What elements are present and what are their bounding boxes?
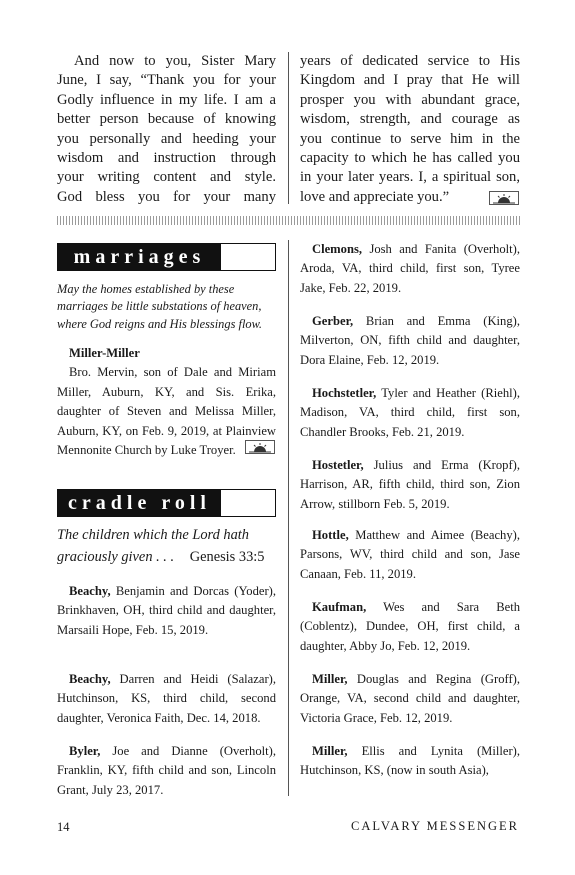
- column-rule-main: [288, 240, 289, 796]
- birth-entry: Hottle, Matthew and Aimee (Beachy), Parsons, WV, third child and son, Jase Canaan, Feb. 11, 2019.: [300, 528, 520, 581]
- sunrise-end-mark-icon: [245, 440, 275, 454]
- text-line: capacity to which he has called you: [300, 150, 520, 167]
- sunrise-end-mark-icon: [489, 191, 519, 205]
- text-line: prosper you with abundant grace,: [300, 91, 520, 108]
- birth-entry: Beachy, Benjamin and Dorcas (Yoder), Brinkhaven, OH, third child and daughter, Marsaili Hope, Feb. 15, 2019.: [57, 584, 276, 637]
- marriage-heading: Miller-Miller: [69, 346, 140, 360]
- text-line: wisdom, strength, and courage as: [300, 111, 520, 128]
- closing-text: love and appreciate you.”: [300, 188, 450, 205]
- marriage-entry: [57, 344, 276, 460]
- cradle-intro-line: The children which the Lord hath: [57, 527, 249, 543]
- text-line-last: [300, 188, 520, 207]
- text-line: you continue to serve him in the: [300, 130, 520, 147]
- section-divider: [57, 216, 520, 225]
- marriages-title: marriages: [73, 246, 206, 268]
- text-line: Godly influence in my life. I am a: [57, 91, 276, 108]
- text-line: June, I say, “Thank you for your: [57, 72, 276, 89]
- birth-entry: Beachy, Darren and Heidi (Salazar), Hutchinson, KS, third child, second daughter, Veronica Faith, Dec. 14, 2018.: [57, 672, 276, 725]
- text-line: God bless you for your many: [57, 188, 276, 205]
- birth-entry: Miller, Douglas and Regina (Groff), Orange, VA, second child and daughter, Victoria Grace, Feb. 12, 2019.: [300, 672, 520, 725]
- text-line: better person because of knowing: [57, 111, 276, 128]
- cradle-roll-banner: [57, 489, 276, 517]
- birth-entry: Byler, Joe and Dianne (Overholt), Franklin, KY, fifth child and son, Lincoln Grant, July 23, 2017.: [57, 744, 276, 797]
- birth-entry: Clemons, Josh and Fanita (Overholt), Aroda, VA, third child, first son, Tyree Jake, Feb. 22, 2019.: [300, 242, 520, 295]
- column-rule-top: [288, 52, 289, 204]
- text-line: years of dedicated service to His: [300, 53, 520, 69]
- text-line: your writing content and style.: [57, 169, 276, 186]
- scripture-ref: Genesis 33:5: [189, 549, 265, 565]
- text-line: you personally and heeding your: [57, 130, 276, 147]
- article-closing-right: [300, 52, 520, 207]
- text-line: Kingdom and I pray that He will: [300, 72, 520, 89]
- text-line: in your later years. I, a spiritual son,: [300, 169, 520, 186]
- birth-entry: Miller, Ellis and Lynita (Miller), Hutchinson, KS, (now in south Asia),: [300, 744, 520, 778]
- text-line: wisdom and instruction through: [57, 150, 276, 167]
- marriages-banner: [57, 243, 276, 271]
- birth-entry: Gerber, Brian and Emma (King), Milverton, ON, fifth child and daughter, Dora Elaine, Feb. 12, 2019.: [300, 314, 520, 367]
- marriage-text: Bro. Mervin, son of Dale and Miriam Miller, Auburn, KY, and Sis. Erika, daughter of Steven and Melissa Miller, Auburn, KY, on Feb. 9, 2019, at Plainview Mennonite Church by Luke Troyer.: [57, 365, 276, 458]
- article-closing-left: [57, 52, 276, 207]
- birth-entry: Kaufman, Wes and Sara Beth (Coblentz), Dundee, OH, first child, a daughter, Abby Jo, Feb. 12, 2019.: [300, 600, 520, 653]
- cradle-intro: [57, 524, 276, 568]
- cradle-roll-title: cradle roll: [68, 492, 211, 514]
- cradle-intro-line-2: graciously given . . . Genesis 33:5: [57, 549, 265, 565]
- page-number: 14: [57, 820, 70, 834]
- birth-entry: Hostetler, Julius and Erma (Kropf), Harrison, AR, fifth child, third son, Zion Arrow, stillborn Feb. 5, 2019.: [300, 458, 520, 511]
- birth-entry: Hochstetler, Tyler and Heather (Riehl), Madison, VA, third child, first son, Chandler Brooks, Feb. 21, 2019.: [300, 386, 520, 439]
- marriages-intro: May the homes established by these marriages be little substations of heaven, where God reigns and His blessings flow.: [57, 282, 263, 331]
- text-line: And now to you, Sister Mary: [74, 53, 276, 69]
- publication-name: CALVARY MESSENGER: [351, 819, 519, 833]
